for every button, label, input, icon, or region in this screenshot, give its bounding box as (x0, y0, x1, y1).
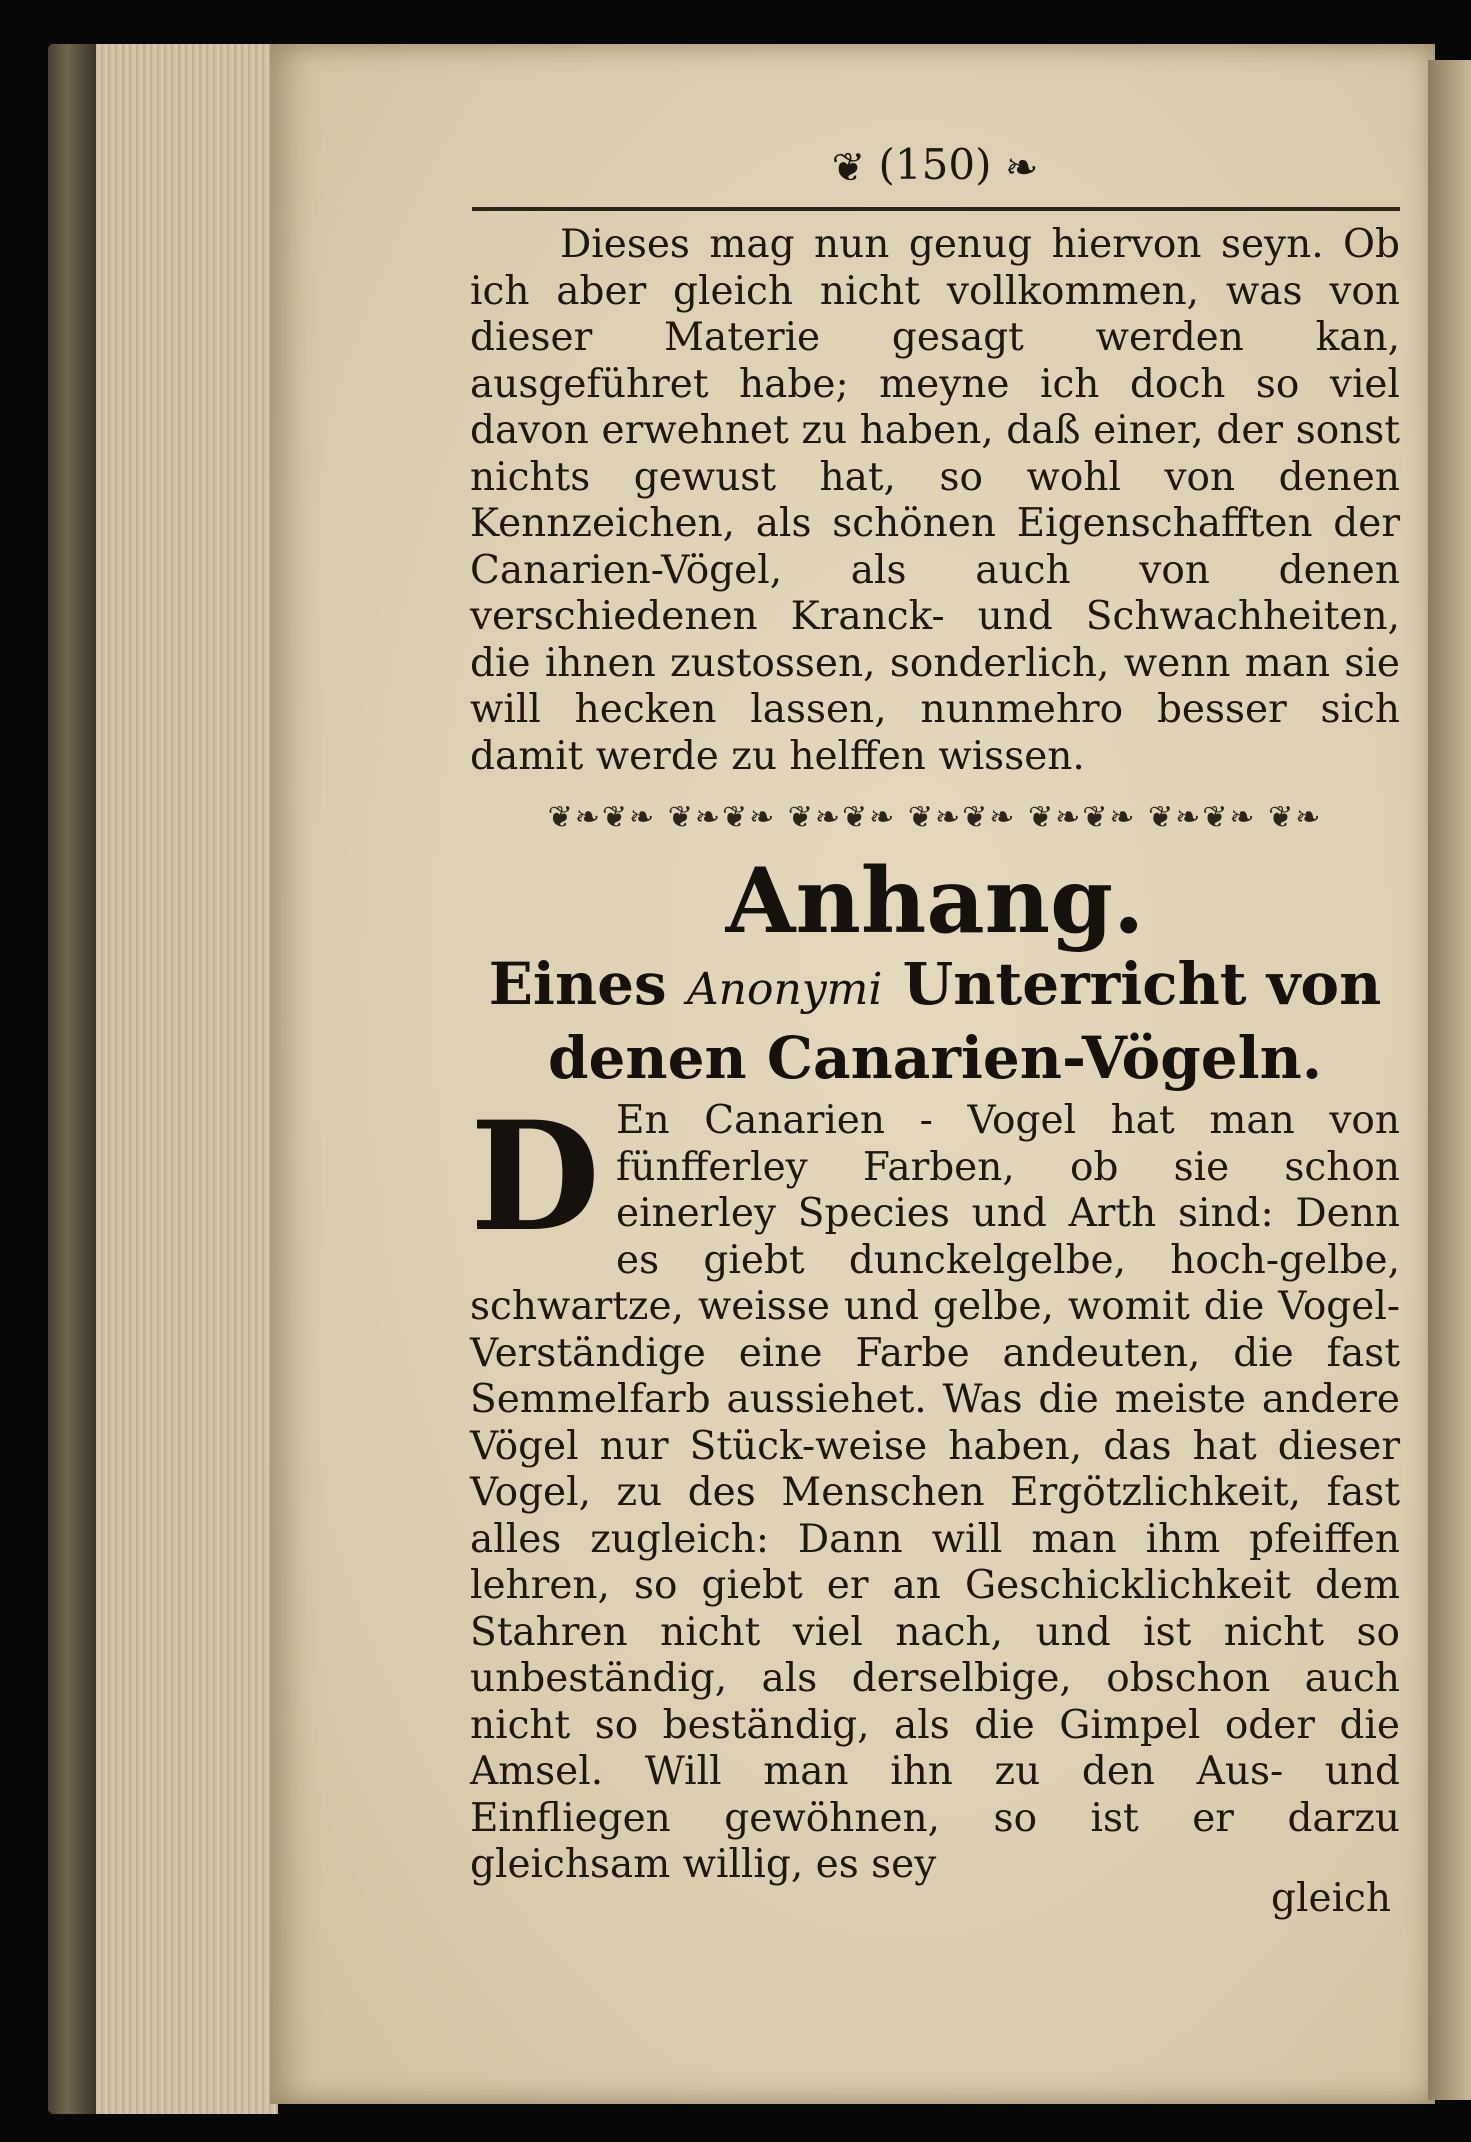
catchword: gleich (1271, 1876, 1391, 1921)
closing-paragraph: Dieses mag nun genug hiervon seyn. Ob ich aber gleich nicht vollkommen, was von dieser Materie gesagt werden kan, ausgeführet habe; meyne ich doch so viel davon erwehnet zu haben, daß einer, der sonst nichts gewust hat, so wohl von denen Kennzeichen, als schönen Eigenschafften der Canarien-Vögel, als auch von denen verschiedenen Kranck- und Schwachheiten, die ihnen zustossen, sonderlich, wenn man sie will hecken lassen, nunmehro besser sich damit werde zu helffen wissen. (470, 222, 1400, 779)
facing-page-edge (1428, 60, 1471, 2100)
subtitle-part-2: Unterricht von denen Canarien-Vögeln. (547, 950, 1382, 1092)
body-paragraph (470, 1089, 1400, 1889)
ornamental-divider: ❦❧❦❧ ❦❧❦❧ ❦❧❦❧ ❦❧❦❧ ❦❧❦❧ ❦❧❦❧ ❦❧ (547, 800, 1323, 835)
section-title: Anhang. (725, 848, 1145, 954)
left-ornament-icon: ❦ (831, 145, 866, 191)
body-paragraph-text: En Canarien - Vogel hat man von fünfferley Farben, ob sie schon einerley Species und Arth sind: Denn es giebt dunckelgelbe, hoch-gelbe, schwartze, weisse und gelbe, womit die Vogel-Verständige eine Farbe andeuten, die fast Semmelfarb aussiehet. Was die meiste andere Vögel nur Stück-weise haben, das hat dieser Vogel, zu des Menschen Ergötzlichkeit, fast alles zugleich: Dann will man ihm pfeiffen lehren, so giebt er an Geschicklichkeit dem Stahren nicht viel nach, und ist nicht so unbeständig, als derselbige, obschon auch nicht so beständig, als die Gimpel oder die Amsel. Will man ihn zu den Aus- und Einfliegen gewöhnen, so ist er darzu gleichsam willig, es sey (470, 1098, 1400, 1887)
subtitle-part-1: Eines (488, 950, 667, 1018)
section-subtitle (470, 950, 1400, 1092)
page-number: (150) (878, 140, 992, 189)
page-header (470, 140, 1400, 191)
right-ornament-icon: ❧ (1004, 145, 1039, 191)
book-cover-edge (48, 44, 96, 2114)
header-rule (472, 207, 1400, 211)
subtitle-latin: Anonymi (686, 964, 883, 1015)
drop-cap: D (470, 1089, 601, 1265)
